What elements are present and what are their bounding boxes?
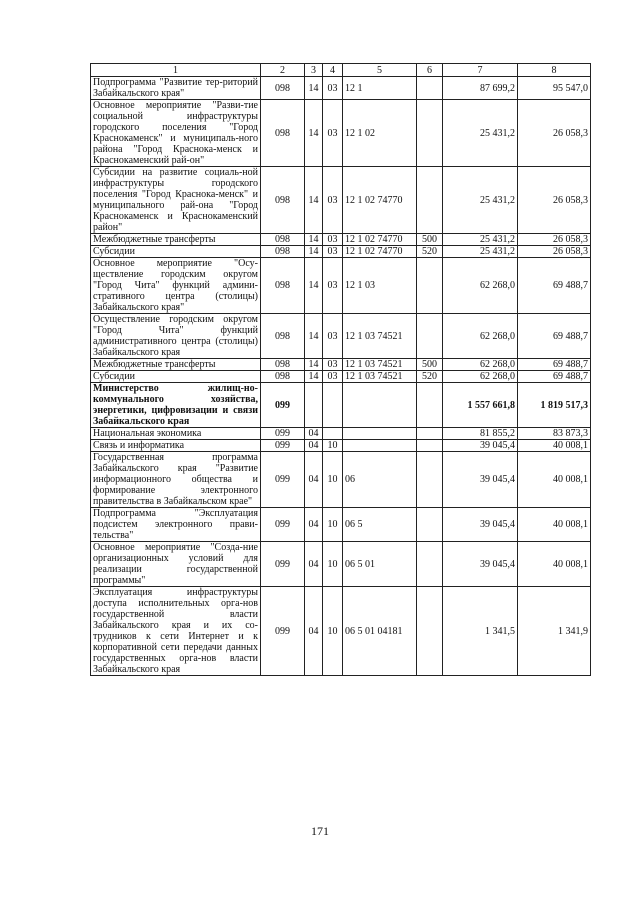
header-row: [91, 64, 591, 77]
cell-section: 14: [305, 167, 323, 234]
cell-name: Министерство жилищ-но-коммунального хозяйства, энергетики, цифровизации и связи Забайкальского края: [91, 383, 261, 428]
cell-amount-year2: 40 008,1: [518, 440, 591, 452]
cell-amount-year2: 69 488,7: [518, 314, 591, 359]
table-row: [91, 100, 591, 167]
table-row: [91, 77, 591, 100]
cell-target-article: [343, 428, 417, 440]
table-row: [91, 542, 591, 587]
cell-amount-year1: 62 268,0: [443, 371, 518, 383]
cell-admin-code: 099: [261, 440, 305, 452]
cell-target-article: 12 1: [343, 77, 417, 100]
cell-section: 14: [305, 371, 323, 383]
cell-subsection: 03: [323, 359, 343, 371]
cell-expense-type: [417, 167, 443, 234]
cell-admin-code: 098: [261, 371, 305, 383]
cell-amount-year1: 1 341,5: [443, 587, 518, 676]
cell-expense-type: [417, 77, 443, 100]
cell-name: Субсидии: [91, 246, 261, 258]
cell-target-article: 06 5 01: [343, 542, 417, 587]
cell-amount-year1: 25 431,2: [443, 234, 518, 246]
cell-amount-year1: 62 268,0: [443, 314, 518, 359]
cell-admin-code: 099: [261, 428, 305, 440]
cell-admin-code: 098: [261, 234, 305, 246]
cell-amount-year1: 87 699,2: [443, 77, 518, 100]
cell-expense-type: [417, 258, 443, 314]
cell-section: 04: [305, 440, 323, 452]
cell-subsection: 03: [323, 167, 343, 234]
cell-name: Основное мероприятие "Осу-ществление городским округом "Город Чита" функций админи-стративного центра (столицы) Забайкальского края": [91, 258, 261, 314]
header-cell: 4: [323, 64, 343, 77]
cell-expense-type: 500: [417, 359, 443, 371]
cell-amount-year2: 69 488,7: [518, 371, 591, 383]
cell-subsection: 03: [323, 314, 343, 359]
cell-target-article: 12 1 03 74521: [343, 359, 417, 371]
table-row: [91, 359, 591, 371]
table-body: [91, 77, 591, 676]
cell-target-article: 12 1 02: [343, 100, 417, 167]
cell-name: Межбюджетные трансферты: [91, 359, 261, 371]
cell-section: 04: [305, 508, 323, 542]
cell-subsection: 10: [323, 542, 343, 587]
cell-expense-type: [417, 383, 443, 428]
cell-amount-year1: 25 431,2: [443, 246, 518, 258]
cell-admin-code: 099: [261, 383, 305, 428]
cell-expense-type: [417, 428, 443, 440]
cell-expense-type: 500: [417, 234, 443, 246]
cell-amount-year2: 83 873,3: [518, 428, 591, 440]
cell-name: Основное мероприятие "Созда-ние организационных условий для реализации государственной программы": [91, 542, 261, 587]
cell-name: Основное мероприятие "Разви-тие социальной инфраструктуры городского поселения "Город Краснокаменск" и муниципаль-ного района "Город Краснока-менск и Краснокаменский рай-он": [91, 100, 261, 167]
cell-target-article: 12 1 03 74521: [343, 371, 417, 383]
cell-subsection: 03: [323, 246, 343, 258]
cell-name: Осуществление городским округом "Город Чита" функций административного центра (столицы) Забайкальского края: [91, 314, 261, 359]
cell-admin-code: 099: [261, 587, 305, 676]
cell-target-article: 12 1 03: [343, 258, 417, 314]
cell-expense-type: [417, 440, 443, 452]
cell-section: 14: [305, 314, 323, 359]
table-row: [91, 428, 591, 440]
table-row: [91, 383, 591, 428]
cell-subsection: 03: [323, 371, 343, 383]
cell-amount-year1: 25 431,2: [443, 100, 518, 167]
header-cell: 2: [261, 64, 305, 77]
cell-expense-type: [417, 100, 443, 167]
cell-expense-type: [417, 508, 443, 542]
cell-target-article: 12 1 03 74521: [343, 314, 417, 359]
cell-name: Подпрограмма "Развитие тер-риторий Забайкальского края": [91, 77, 261, 100]
cell-target-article: 12 1 02 74770: [343, 246, 417, 258]
cell-amount-year2: 26 058,3: [518, 234, 591, 246]
header-cell: 6: [417, 64, 443, 77]
cell-subsection: [323, 383, 343, 428]
cell-expense-type: 520: [417, 371, 443, 383]
cell-target-article: [343, 440, 417, 452]
cell-name: Субсидии на развитие социаль-ной инфраструктуры городского поселения "Город Краснока-менск" и муниципального рай-она "Город Краснокаменск и Краснокаменский район": [91, 167, 261, 234]
cell-name: Эксплуатация инфраструктуры доступа исполнительных орга-нов государственной власти Забайкальского края и их со-трудников к сети Интернет и к корпоративной сети передачи данных государственных орга-нов власти Забайкальского края: [91, 587, 261, 676]
cell-amount-year2: 69 488,7: [518, 359, 591, 371]
table-row: [91, 314, 591, 359]
cell-admin-code: 099: [261, 542, 305, 587]
table-row: [91, 258, 591, 314]
cell-amount-year2: 40 008,1: [518, 452, 591, 508]
header-cell: 3: [305, 64, 323, 77]
cell-expense-type: [417, 542, 443, 587]
cell-subsection: 03: [323, 77, 343, 100]
cell-admin-code: 098: [261, 246, 305, 258]
cell-section: 04: [305, 542, 323, 587]
cell-name: Национальная экономика: [91, 428, 261, 440]
cell-name: Государственная программа Забайкальского края "Развитие информационного общества и формирование электронного правительства в Забайкальском крае": [91, 452, 261, 508]
cell-expense-type: [417, 452, 443, 508]
page-number: 171: [311, 824, 329, 838]
cell-admin-code: 098: [261, 77, 305, 100]
header-cell: 1: [91, 64, 261, 77]
cell-amount-year1: 25 431,2: [443, 167, 518, 234]
cell-expense-type: [417, 587, 443, 676]
cell-amount-year1: 62 268,0: [443, 258, 518, 314]
cell-amount-year1: 62 268,0: [443, 359, 518, 371]
table-row: [91, 167, 591, 234]
cell-amount-year2: 40 008,1: [518, 542, 591, 587]
cell-expense-type: 520: [417, 246, 443, 258]
cell-section: 04: [305, 428, 323, 440]
cell-subsection: 10: [323, 440, 343, 452]
cell-admin-code: 098: [261, 167, 305, 234]
cell-section: 14: [305, 77, 323, 100]
cell-target-article: 12 1 02 74770: [343, 167, 417, 234]
cell-admin-code: 099: [261, 452, 305, 508]
cell-amount-year1: 39 045,4: [443, 508, 518, 542]
cell-section: [305, 383, 323, 428]
header-cell: 5: [343, 64, 417, 77]
table-row: [91, 246, 591, 258]
cell-subsection: 10: [323, 452, 343, 508]
cell-expense-type: [417, 314, 443, 359]
cell-admin-code: 099: [261, 508, 305, 542]
cell-amount-year2: 40 008,1: [518, 508, 591, 542]
cell-amount-year1: 39 045,4: [443, 452, 518, 508]
cell-section: 14: [305, 359, 323, 371]
cell-amount-year1: 39 045,4: [443, 542, 518, 587]
table-row: [91, 508, 591, 542]
budget-table: [90, 63, 591, 676]
cell-target-article: 06 5: [343, 508, 417, 542]
cell-subsection: [323, 428, 343, 440]
cell-subsection: 10: [323, 508, 343, 542]
cell-amount-year2: 26 058,3: [518, 100, 591, 167]
cell-name: Связь и информатика: [91, 440, 261, 452]
header-cell: 8: [518, 64, 591, 77]
cell-amount-year2: 26 058,3: [518, 246, 591, 258]
cell-subsection: 03: [323, 100, 343, 167]
cell-admin-code: 098: [261, 258, 305, 314]
cell-section: 14: [305, 234, 323, 246]
cell-section: 04: [305, 587, 323, 676]
cell-amount-year1: 39 045,4: [443, 440, 518, 452]
cell-subsection: 03: [323, 234, 343, 246]
cell-target-article: 06: [343, 452, 417, 508]
cell-amount-year1: 81 855,2: [443, 428, 518, 440]
cell-target-article: [343, 383, 417, 428]
cell-section: 14: [305, 246, 323, 258]
cell-amount-year2: 26 058,3: [518, 167, 591, 234]
header-cell: 7: [443, 64, 518, 77]
table-row: [91, 452, 591, 508]
cell-amount-year2: 69 488,7: [518, 258, 591, 314]
cell-admin-code: 098: [261, 359, 305, 371]
cell-section: 14: [305, 258, 323, 314]
cell-section: 04: [305, 452, 323, 508]
cell-name: Подпрограмма "Эксплуатация подсистем электронного прави-тельства": [91, 508, 261, 542]
cell-name: Межбюджетные трансферты: [91, 234, 261, 246]
cell-amount-year2: 1 819 517,3: [518, 383, 591, 428]
table-row: [91, 440, 591, 452]
cell-target-article: 06 5 01 04181: [343, 587, 417, 676]
cell-amount-year2: 1 341,9: [518, 587, 591, 676]
cell-subsection: 03: [323, 258, 343, 314]
cell-subsection: 10: [323, 587, 343, 676]
table-row: [91, 234, 591, 246]
cell-section: 14: [305, 100, 323, 167]
cell-target-article: 12 1 02 74770: [343, 234, 417, 246]
cell-admin-code: 098: [261, 314, 305, 359]
cell-amount-year2: 95 547,0: [518, 77, 591, 100]
cell-amount-year1: 1 557 661,8: [443, 383, 518, 428]
cell-admin-code: 098: [261, 100, 305, 167]
table-header: [91, 64, 591, 77]
table-row: [91, 371, 591, 383]
table-row: [91, 587, 591, 676]
cell-name: Субсидии: [91, 371, 261, 383]
